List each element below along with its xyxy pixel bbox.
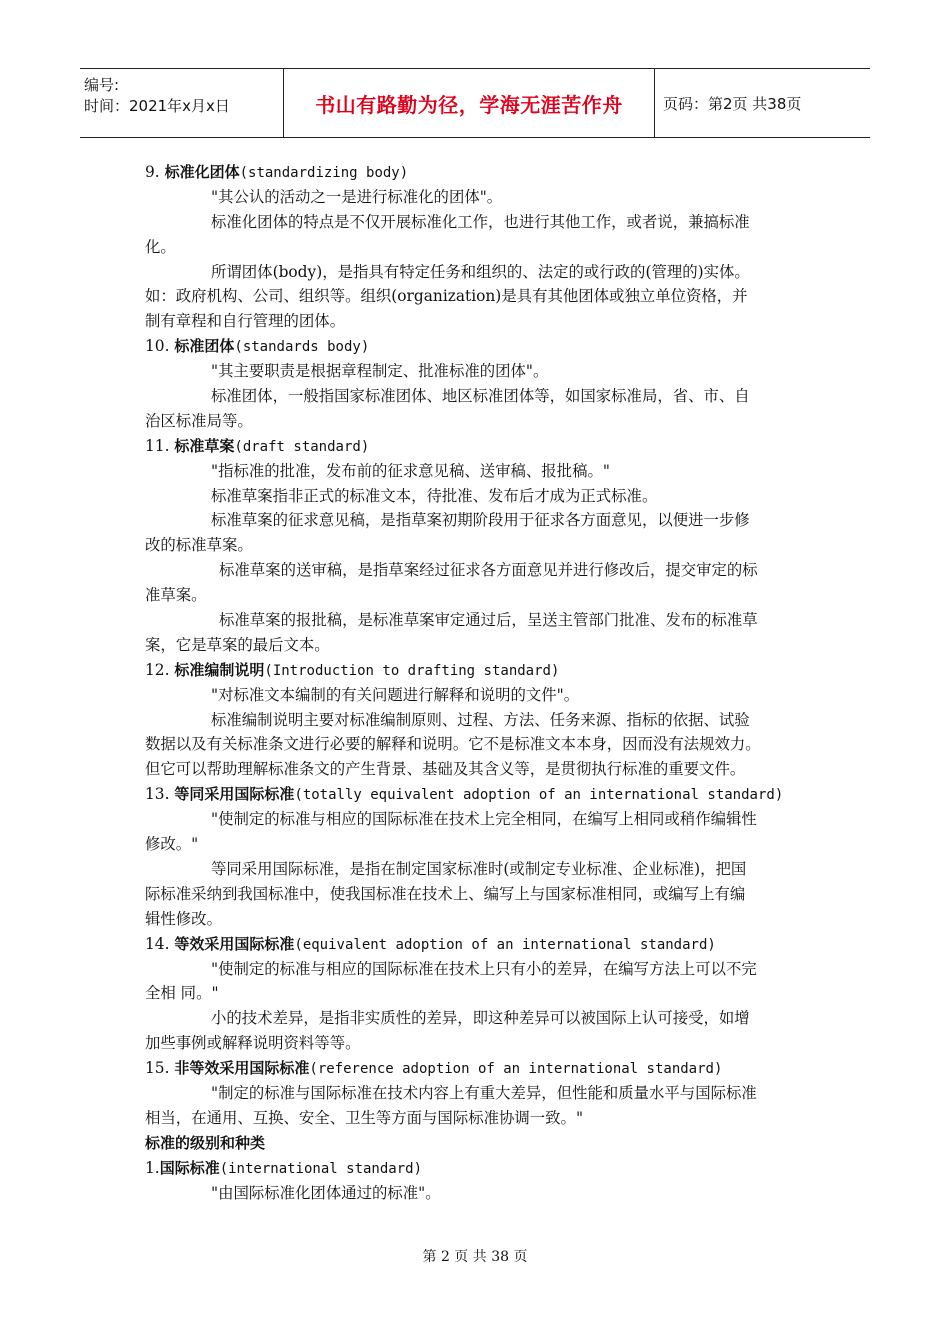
section-heading (145, 160, 810, 185)
heading-number: 12. (145, 660, 175, 679)
page-header (80, 68, 870, 138)
heading-english-term: (standardizing body) (239, 165, 409, 181)
heading-term: 标准的级别和种类 (145, 1133, 266, 1152)
heading-term: 标准编制说明 (174, 660, 265, 679)
paragraph-line: 全相 同。" (145, 984, 219, 1003)
heading-number: 15. (145, 1059, 175, 1078)
section-heading (145, 658, 810, 683)
section-heading (145, 434, 810, 459)
header-motto-cell (283, 69, 655, 137)
heading-term: 标准化团体 (164, 163, 240, 181)
heading-english-term: (reference adoption of an international standard) (309, 1061, 723, 1078)
paragraph-line: 标准草案的征求意见稿，是指草案初期阶段用于征求各方面意见，以便进一步修 (211, 511, 750, 530)
heading-term: 等效采用国际标准 (174, 934, 295, 953)
heading-term: 标准草案 (174, 436, 235, 455)
heading-english-term: (standards body) (234, 339, 370, 356)
heading-number: 9. (145, 163, 165, 181)
paragraph-line: 标准化团体的特点是不仅开展标准化工作，也进行其他工作，或者说，兼搞标准 (211, 212, 750, 231)
paragraph-line: 相当，在通用、互换、安全、卫生等方面与国际标准协调一致。" (145, 1108, 584, 1127)
paragraph-line: 标准草案指非正式的标准文本，待批准、发布后才成为正式标准。 (211, 486, 658, 505)
heading-number: 10. (145, 337, 175, 356)
header-motto: 书山有路勤为径，学海无涯苦作舟 (315, 92, 623, 117)
section-heading (145, 932, 810, 957)
paragraph-line: 辑性修改。 (145, 909, 222, 928)
paragraph-line: 但它可以帮助理解标准条文的产生背景、基础及其含义等，是贯彻执行标准的重要文件。 (145, 760, 746, 779)
paragraph-line: 治区标准局等。 (145, 411, 253, 430)
header-page-info: 页码：第2页 共38页 (663, 94, 802, 113)
paragraph-line: 化。 (145, 237, 176, 256)
paragraph-line: "使制定的标准与相应的国际标准在技术上完全相同，在编写上相同或稍作编辑性 (211, 810, 757, 829)
paragraph-line: 所谓团体(body)，是指具有特定任务和组织的、法定的或行政的(管理的)实体。 (211, 262, 750, 281)
page-footer: 第 2 页 共 38 页 (422, 1249, 528, 1265)
paragraph-line: "其公认的活动之一是进行标准化的团体"。 (211, 187, 503, 206)
heading-number: 1. (145, 1158, 160, 1177)
paragraph-line: "对标准文本编制的有关问题进行解释和说明的文件"。 (211, 685, 580, 704)
section-heading (145, 1131, 810, 1156)
section-heading (145, 334, 810, 359)
section-heading (145, 1056, 810, 1081)
heading-english-term: (Introduction to drafting standard) (264, 662, 560, 679)
heading-term: 等同采用国际标准 (174, 785, 295, 804)
heading-english-term: (totally equivalent adoption of an international standard) (294, 787, 784, 804)
header-meta (80, 69, 283, 137)
section-heading (145, 1156, 810, 1181)
document-number-label: 编号: (84, 76, 120, 94)
paragraph-line: 数据以及有关标准条文进行必要的解释和说明。它不是标准文本本身，因而没有法规效力。 (145, 735, 761, 754)
heading-number: 14. (145, 934, 175, 953)
heading-term: 标准团体 (174, 337, 235, 356)
paragraph-line: 案，它是草案的最后文本。 (145, 635, 330, 654)
paragraph-line: 际标准采纳到我国标准中，使我国标准在技术上、编写上与国家标准相同，或编写上有编 (145, 884, 746, 903)
paragraph-line: "由国际标准化团体通过的标准"。 (211, 1183, 441, 1202)
paragraph-line: 标准草案的送审稿，是指草案经过征求各方面意见并进行修改后，提交审定的标 (219, 561, 758, 580)
document-body (145, 160, 810, 1205)
paragraph-line: "指标准的批准，发布前的征求意见稿、送审稿、报批稿。" (211, 461, 610, 480)
heading-term: 非等效采用国际标准 (174, 1059, 310, 1078)
paragraph-line: 标准草案的报批稿，是标准草案审定通过后，呈送主管部门批准、发布的标准草 (219, 611, 758, 630)
paragraph-line: "制定的标准与国际标准在技术内容上有重大差异，但性能和质量水平与国际标准 (211, 1083, 757, 1102)
heading-english-term: (international standard) (219, 1160, 422, 1177)
paragraph-line: 改的标准草案。 (145, 536, 253, 555)
document-time-label: 时间：2021年x月x日 (84, 97, 230, 115)
paragraph-line: 制有章程和自行管理的团体。 (145, 312, 346, 331)
paragraph-line: 加些事例或解释说明资料等等。 (145, 1034, 361, 1053)
paragraph-line: "其主要职责是根据章程制定、批准标准的团体"。 (211, 362, 549, 381)
paragraph-line: "使制定的标准与相应的国际标准在技术上只有小的差异，在编写方法上可以不完 (211, 959, 757, 978)
paragraph-line: 标准编制说明主要对标准编制原则、过程、方法、任务来源、指标的依据、试验 (211, 710, 750, 729)
paragraph-line: 等同采用国际标准，是指在制定国家标准时(或制定专业标准、企业标准)，把国 (211, 859, 747, 878)
heading-english-term: (draft standard) (234, 438, 370, 455)
paragraph-line: 修改。" (145, 835, 199, 854)
heading-term: 国际标准 (159, 1158, 220, 1177)
paragraph-line: 标准团体，一般指国家标准团体、地区标准团体等，如国家标准局，省、市、自 (211, 387, 750, 406)
heading-number: 11. (145, 436, 175, 455)
paragraph-line: 小的技术差异，是指非实质性的差异，即这种差异可以被国际上认可接受，如增 (211, 1009, 750, 1028)
heading-english-term: (equivalent adoption of an international standard) (294, 936, 716, 953)
header-page-info-cell (655, 69, 870, 137)
heading-number: 13. (145, 785, 175, 804)
section-heading (145, 782, 810, 807)
paragraph-line: 准草案。 (145, 586, 207, 605)
paragraph-line: 如：政府机构、公司、组织等。组织(organization)是具有其他团体或独立单位资格，并 (145, 287, 748, 306)
